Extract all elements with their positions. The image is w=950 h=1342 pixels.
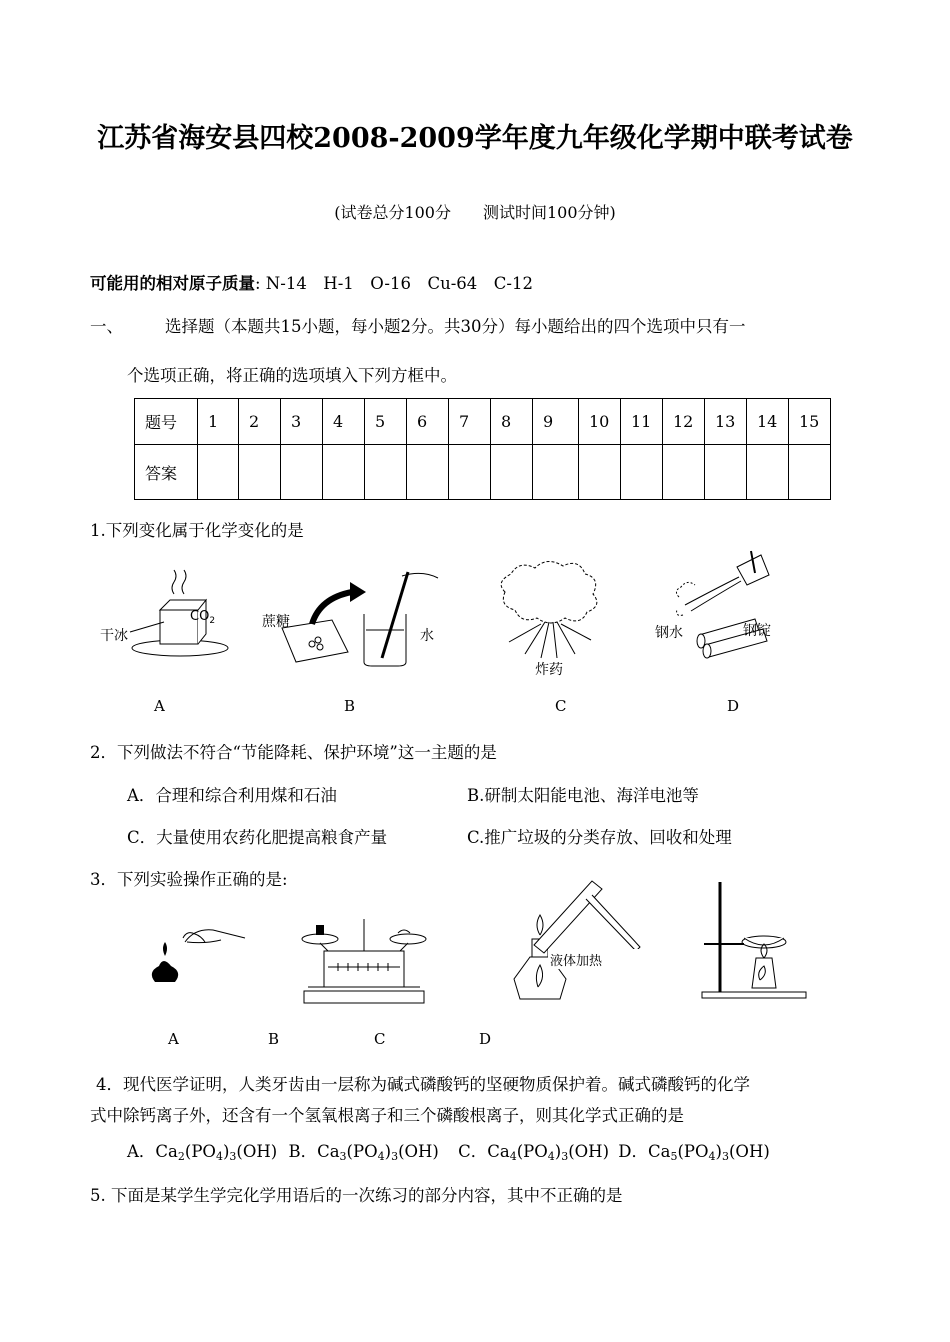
sugar-label: 蔗糖: [262, 614, 290, 630]
dry-ice-label: 干冰: [100, 628, 128, 644]
explosive-label: 炸药: [535, 662, 563, 678]
table-cell: 5: [365, 399, 407, 445]
molten-steel-label: 钢水: [655, 625, 683, 641]
table-cell: 15: [789, 399, 831, 445]
q3-option-b[interactable]: B: [268, 1030, 280, 1048]
section-instructions-2: 个选项正确，将正确的选项填入下列方框中。: [127, 366, 457, 385]
answer-cell[interactable]: [407, 445, 449, 500]
answer-cell[interactable]: [533, 445, 579, 500]
answer-cell[interactable]: [621, 445, 663, 500]
table-cell: 13: [705, 399, 747, 445]
q3-figure-b-balance: [298, 915, 433, 1007]
answer-cell[interactable]: [747, 445, 789, 500]
q3-option-d[interactable]: D: [479, 1030, 492, 1048]
q2-stem: 2．下列做法不符合“节能降耗、保护环境”这一主题的是: [90, 743, 497, 762]
ingot-label: 钢锭: [743, 623, 771, 639]
answer-cell[interactable]: [663, 445, 705, 500]
q3-figure-a-alcohol-lamp: [135, 920, 255, 995]
table-cell: 3: [281, 399, 323, 445]
q3-stem: 3．下列实验操作正确的是:: [90, 870, 288, 889]
answer-cell[interactable]: [491, 445, 533, 500]
answer-cell[interactable]: [789, 445, 831, 500]
answer-cell[interactable]: [239, 445, 281, 500]
water-label: 水: [420, 628, 434, 644]
table-cell: 14: [747, 399, 789, 445]
section-instructions-1: 选择题（本题共15小题，每小题2分。共30分）每小题给出的四个选项中只有一: [165, 317, 746, 336]
q1-option-a[interactable]: A: [154, 697, 165, 715]
q1-stem: 1.下列变化属于化学变化的是: [90, 521, 304, 540]
table-row: [135, 399, 831, 445]
answer-cell[interactable]: [449, 445, 491, 500]
answer-cell[interactable]: [281, 445, 323, 500]
q4-stem-line1: 4．现代医学证明，人类牙齿由一层称为碱式磷酸钙的坚硬物质保护着。碱式磷酸钙的化学: [96, 1075, 750, 1094]
table-cell-head: 题号: [135, 399, 198, 445]
table-cell: 1: [198, 399, 239, 445]
atomic-mass-label: 可能用的相对原子质量: [90, 274, 255, 293]
answer-cell[interactable]: [705, 445, 747, 500]
q4-option-b[interactable]: B．$Ca_3(PO_4)_3(OH)$: [288, 1142, 439, 1163]
co2-label: $CO_2$: [190, 609, 216, 626]
answer-cell[interactable]: [365, 445, 407, 500]
table-cell: 11: [621, 399, 663, 445]
q1-figure-b-sugar: [262, 568, 442, 668]
answer-cell[interactable]: [198, 445, 239, 500]
q1-option-b[interactable]: B: [344, 697, 356, 715]
q4-option-c[interactable]: C．$Ca_4(PO_4)_3(OH)$: [458, 1142, 610, 1163]
page-title: 江苏省海安县四校2008-2009学年度九年级化学期中联考试卷: [97, 123, 853, 154]
q3-figure-c-heating-liquid: [510, 875, 650, 1005]
q1-figure-a-dry-ice: [100, 570, 230, 665]
answer-cell[interactable]: [323, 445, 365, 500]
table-cell-head: 答案: [135, 445, 198, 500]
q3-option-c[interactable]: C: [374, 1030, 386, 1048]
answer-cell[interactable]: [579, 445, 621, 500]
table-row: [135, 445, 831, 500]
table-cell: 6: [407, 399, 449, 445]
table-cell: 12: [663, 399, 705, 445]
exam-info: (试卷总分100分 测试时间100分钟): [334, 203, 616, 222]
q2-option-a[interactable]: A．合理和综合利用煤和石油: [127, 786, 337, 805]
q1-figure-c-explosive: [485, 562, 615, 682]
q1-option-d[interactable]: D: [727, 697, 740, 715]
q2-option-c[interactable]: C．大量使用农药化肥提高粮食产量: [127, 828, 388, 847]
table-cell: 4: [323, 399, 365, 445]
q4-options: [127, 1138, 770, 1162]
q3-option-a[interactable]: A: [168, 1030, 179, 1048]
table-cell: 9: [533, 399, 579, 445]
q4-option-a[interactable]: A．$Ca_2(PO_4)_3(OH)$: [127, 1142, 278, 1163]
table-cell: 2: [239, 399, 281, 445]
atomic-mass-line: [90, 270, 533, 294]
q4-stem-line2: 式中除钙离子外，还含有一个氢氧根离子和三个磷酸根离子，则其化学式正确的是: [90, 1106, 684, 1125]
table-cell: 8: [491, 399, 533, 445]
q1-option-c[interactable]: C: [555, 697, 567, 715]
q5-stem: 5. 下面是某学生学完化学用语后的一次练习的部分内容，其中不正确的是: [90, 1186, 623, 1205]
q2-option-b[interactable]: B.研制太阳能电池、海洋电池等: [467, 786, 699, 805]
q4-option-d[interactable]: D．$Ca_5(PO_4)_3(OH)$: [618, 1142, 770, 1163]
section-number: 一、: [90, 317, 123, 336]
q2-option-d[interactable]: C.推广垃圾的分类存放、回收和处理: [467, 828, 732, 847]
table-cell: 10: [579, 399, 621, 445]
atomic-mass-values: : N-14 H-1 O-16 Cu-64 C-12: [255, 274, 533, 293]
table-cell: 7: [449, 399, 491, 445]
answer-table: [134, 398, 831, 500]
q1-figure-d-steel: [655, 545, 785, 675]
q3-figure-d-iron-stand: [700, 880, 810, 1000]
heating-liquid-label: 液体加热: [550, 954, 603, 969]
